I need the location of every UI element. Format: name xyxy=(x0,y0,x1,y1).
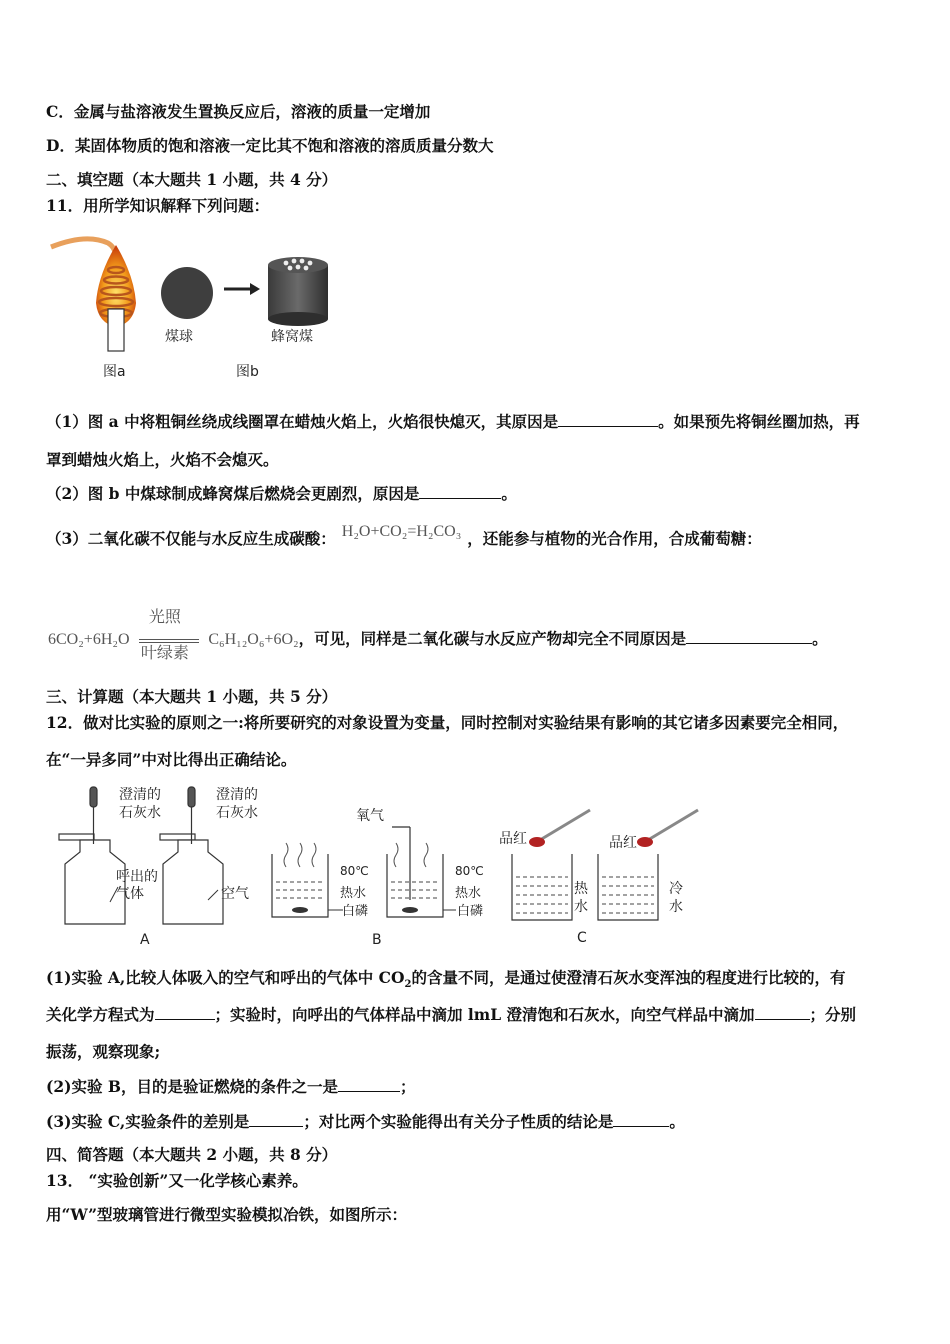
label-air: 空气 xyxy=(221,886,249,902)
q12-1-text-b3: ；分别 xyxy=(809,1005,857,1024)
q11-3-text-a: （3）二氧化碳不仅能与水反应生成碳酸： xyxy=(46,529,336,548)
equation-right: C₆H₁₂O₆+6O₂ xyxy=(208,631,299,648)
condition-light: 光照 xyxy=(148,609,181,626)
label-fig-b: 图b xyxy=(236,364,259,380)
section-3-heading xyxy=(46,686,337,708)
label-cold1: 冷 xyxy=(669,881,683,897)
answer-blank[interactable] xyxy=(155,1005,215,1020)
label-limewater-a1: 澄清的 xyxy=(119,787,161,803)
label-exp-a: A xyxy=(140,932,150,948)
q11-4-text-c: 。 xyxy=(812,629,828,648)
label-hotwater-1: 热水 xyxy=(340,886,367,901)
q11-2-text-a: （2）图 b 中煤球制成蜂窝煤后燃烧会更剧烈，原因是 xyxy=(46,484,420,503)
section-4-heading xyxy=(46,1144,337,1166)
beaker-c1 xyxy=(512,854,572,920)
question-12-1-cont xyxy=(46,1004,856,1026)
answer-blank[interactable] xyxy=(613,1112,669,1127)
q11-1-text-b: 。如果预先将铜丝圈加热，再 xyxy=(658,412,860,431)
q12-3-text-c: 。 xyxy=(669,1112,685,1131)
label-fig-a: 图a xyxy=(103,364,126,380)
dropper-bulb-2 xyxy=(188,787,195,807)
section-2-text: 二、填空题（本大题共 1 小题，共 4 分） xyxy=(46,170,338,189)
question-12 xyxy=(46,712,848,734)
answer-blank[interactable] xyxy=(755,1005,810,1020)
q11-3-text-b: ，还能参与植物的光合作用，合成葡萄糖： xyxy=(467,529,762,548)
q12-1-text-b1: 关化学方程式为 xyxy=(46,1005,155,1024)
question-12-3 xyxy=(46,1111,685,1133)
option-c xyxy=(46,101,430,123)
question-13-cont xyxy=(46,1204,407,1226)
label-limewater-a2: 石灰水 xyxy=(119,805,161,821)
question-11-1-cont xyxy=(46,449,279,471)
question-11-3 xyxy=(46,523,762,551)
label-exhaled2: 气体 xyxy=(116,886,144,902)
figure-11-svg xyxy=(46,225,366,385)
label-hot2: 水 xyxy=(574,899,588,915)
label-limewater-b2: 石灰水 xyxy=(216,805,258,821)
copper-wire xyxy=(51,239,116,265)
answer-blank[interactable] xyxy=(686,629,812,644)
question-12-1 xyxy=(46,967,846,996)
label-temp-1: 80℃ xyxy=(340,864,369,878)
gas-bottle-b xyxy=(163,840,223,924)
label-phosphorus-2: 白磷 xyxy=(457,904,484,919)
section-3-text: 三、计算题（本大题共 1 小题，共 5 分） xyxy=(46,687,338,706)
white-phosphorus-2 xyxy=(402,907,418,913)
question-12-1-end xyxy=(46,1041,160,1063)
label-pinred-2: 品红 xyxy=(609,835,637,851)
condition-chlorophyll: 叶绿素 xyxy=(140,645,189,662)
option-d-text: D．某固体物质的饱和溶液一定比其不饱和溶液的溶质质量分数大 xyxy=(46,136,494,155)
label-hot1: 热 xyxy=(574,881,588,897)
q12-2-text-b: ； xyxy=(399,1077,416,1096)
question-12-2 xyxy=(46,1076,415,1098)
q12-1-text-c: 振荡，观察现象; xyxy=(46,1042,161,1061)
answer-blank[interactable] xyxy=(338,1077,400,1092)
answer-blank[interactable] xyxy=(558,412,658,427)
honeycomb-briquette xyxy=(268,265,328,319)
question-11 xyxy=(46,195,269,217)
q11-4-text-b: ，可见，同样是二氧化碳与水反应产物却完全不同原因是 xyxy=(298,629,687,648)
dropper-bulb xyxy=(90,787,97,807)
beaker-c2 xyxy=(598,854,658,920)
question-11-text: 11．用所学知识解释下列问题： xyxy=(46,196,270,215)
label-honeycomb: 蜂窝煤 xyxy=(271,329,313,345)
beaker-b2 xyxy=(387,854,443,917)
answer-blank[interactable] xyxy=(419,484,501,499)
q12-3-text-b: ；对比两个实验能得出有关分子性质的结论是 xyxy=(303,1112,614,1131)
option-d xyxy=(46,135,493,157)
q11-1-text-c: 罩到蜡烛火焰上，火焰不会熄灭。 xyxy=(46,450,279,469)
question-11-1 xyxy=(46,411,860,433)
question-11-4 xyxy=(48,609,828,662)
q12-3-text-a: (3)实验 C,实验条件的差别是 xyxy=(46,1112,250,1131)
figure-12 xyxy=(50,782,730,952)
q12-1-text-a3: 的含量不同，是通过使澄清石灰水变浑浊的程度进行比较的，有 xyxy=(411,968,846,987)
label-phosphorus-1: 白磷 xyxy=(342,904,369,919)
coal-ball xyxy=(161,267,213,319)
glass-plate-2 xyxy=(160,834,195,840)
label-exp-c: C xyxy=(577,930,587,946)
label-cold2: 水 xyxy=(669,899,683,915)
q12-1-subscript: 2 xyxy=(404,979,412,991)
equation-carbonic-acid: H₂O+CO₂=H₂CO₃ xyxy=(341,523,462,540)
equals-line xyxy=(139,639,199,640)
label-exhaled1: 呼出的 xyxy=(116,869,158,885)
question-11-2 xyxy=(46,483,517,505)
reaction-arrow xyxy=(139,609,199,662)
q12-1-text-a: (1)实验 A,比较人体吸入的空气和呼出的气体中 CO xyxy=(46,968,405,987)
label-oxygen: 氧气 xyxy=(356,808,384,824)
equation-left: 6CO₂+6H₂O xyxy=(48,631,130,648)
q12-text-a: 12．做对比实验的原则之一:将所要研究的对象设置为变量，同时控制对实验结果有影响的其它诸多因素要完全相同， xyxy=(46,713,849,732)
white-phosphorus xyxy=(292,907,308,913)
arrow-head-icon xyxy=(250,283,260,295)
q12-text-b: 在“一异多同”中对比得出正确结论。 xyxy=(46,750,297,769)
q12-2-text-a: (2)实验 B，目的是验证燃烧的条件之一是 xyxy=(46,1077,338,1096)
section-4-text: 四、简答题（本大题共 2 小题，共 8 分） xyxy=(46,1145,338,1164)
option-c-text: C．金属与盐溶液发生置换反应后，溶液的质量一定增加 xyxy=(46,102,431,121)
label-exp-b: B xyxy=(372,932,382,948)
candle xyxy=(108,309,124,351)
label-limewater-b1: 澄清的 xyxy=(216,787,258,803)
glass-plate xyxy=(59,834,94,840)
answer-blank[interactable] xyxy=(249,1112,303,1127)
section-2-heading xyxy=(46,169,337,191)
q11-2-text-b: 。 xyxy=(501,484,517,503)
question-13 xyxy=(46,1170,308,1192)
label-hotwater-2: 热水 xyxy=(455,886,482,901)
q12-1-text-b2: ；实验时，向呼出的气体样品中滴加 lmL 澄清饱和石灰水，向空气样品中滴加 xyxy=(214,1005,755,1024)
label-temp-2: 80℃ xyxy=(455,864,484,878)
q11-1-text-a: （1）图 a 中将粗铜丝绕成线圈罩在蜡烛火焰上，火焰很快熄灭，其原因是 xyxy=(46,412,559,431)
briquette-bottom xyxy=(268,312,328,326)
question-13-text-b: 用“W”型玻璃管进行微型实验模拟冶铁，如图所示： xyxy=(46,1205,408,1224)
label-coal-ball: 煤球 xyxy=(165,329,193,345)
question-12-cont xyxy=(46,749,296,771)
label-pinred-1: 品红 xyxy=(499,831,527,847)
question-13-text: 13． “实验创新”又一化学核心素养。 xyxy=(46,1171,308,1190)
figure-11 xyxy=(46,225,366,385)
